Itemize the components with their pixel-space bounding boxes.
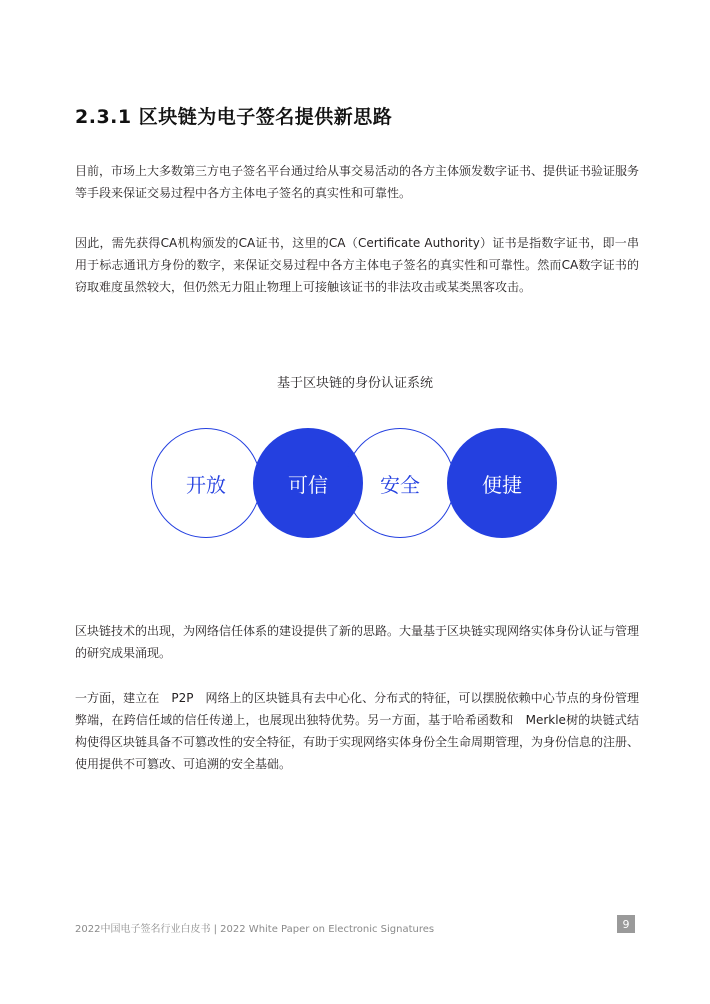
page-number: 9 xyxy=(617,915,635,933)
paragraph-ca-certificate: 因此，需先获得CA机构颁发的CA证书，这里的CA（Certificate Authority）证书是指数字证书，即一串用于标志通讯方身份的数字，来保证交易过程中各方主体电子签名的真实性和可靠性。然而CA数字证书的窃取难度虽然较大，但仍然无力阻止物理上可接触该证书的非法攻击或某类黑客攻击。 xyxy=(75,236,639,294)
paragraph-blockchain-emergence: 区块链技术的出现，为网络信任体系的建设提供了新的思路。大量基于区块链实现网络实体身份认证与管理的研究成果涌现。 xyxy=(75,624,640,660)
circle-label: 安全 xyxy=(380,472,420,497)
paragraph-intro: 目前，市场上大多数第三方电子签名平台通过给从事交易活动的各方主体颁发数字证书、提供证书验证服务等手段来保证交易过程中各方主体电子签名的真实性和可靠性。 xyxy=(75,164,640,200)
circle-label: 开放 xyxy=(186,472,226,497)
circle-secure xyxy=(345,428,455,538)
circle-label: 可信 xyxy=(288,472,328,497)
circle-convenient xyxy=(447,428,557,538)
diagram-title: 基于区块链的身份认证系统 xyxy=(276,376,433,391)
paragraph-blockchain-features: 一方面，建立在 P2P 网络上的区块链具有去中心化、分布式的特征，可以摆脱依赖中心节点的身份管理弊端，在跨信任域的信任传递上，也展现出独特优势。另一方面，基于哈希函数和 Merkle树的块链式结构使得区块链具备不可篡改性的安全特征，有助于实现网络实体身份全生命周期管理，为身份信息的注册、使用提供不可篡改、可追溯的安全基础。 xyxy=(75,691,640,771)
section-heading: 2.3.1 区块链为电子签名提供新思路 xyxy=(75,106,393,128)
circle-label: 便捷 xyxy=(482,472,522,497)
footer-title: 2022中国电子签名行业白皮书 | 2022 White Paper on Electronic Signatures xyxy=(75,924,435,935)
circle-open xyxy=(151,428,261,538)
